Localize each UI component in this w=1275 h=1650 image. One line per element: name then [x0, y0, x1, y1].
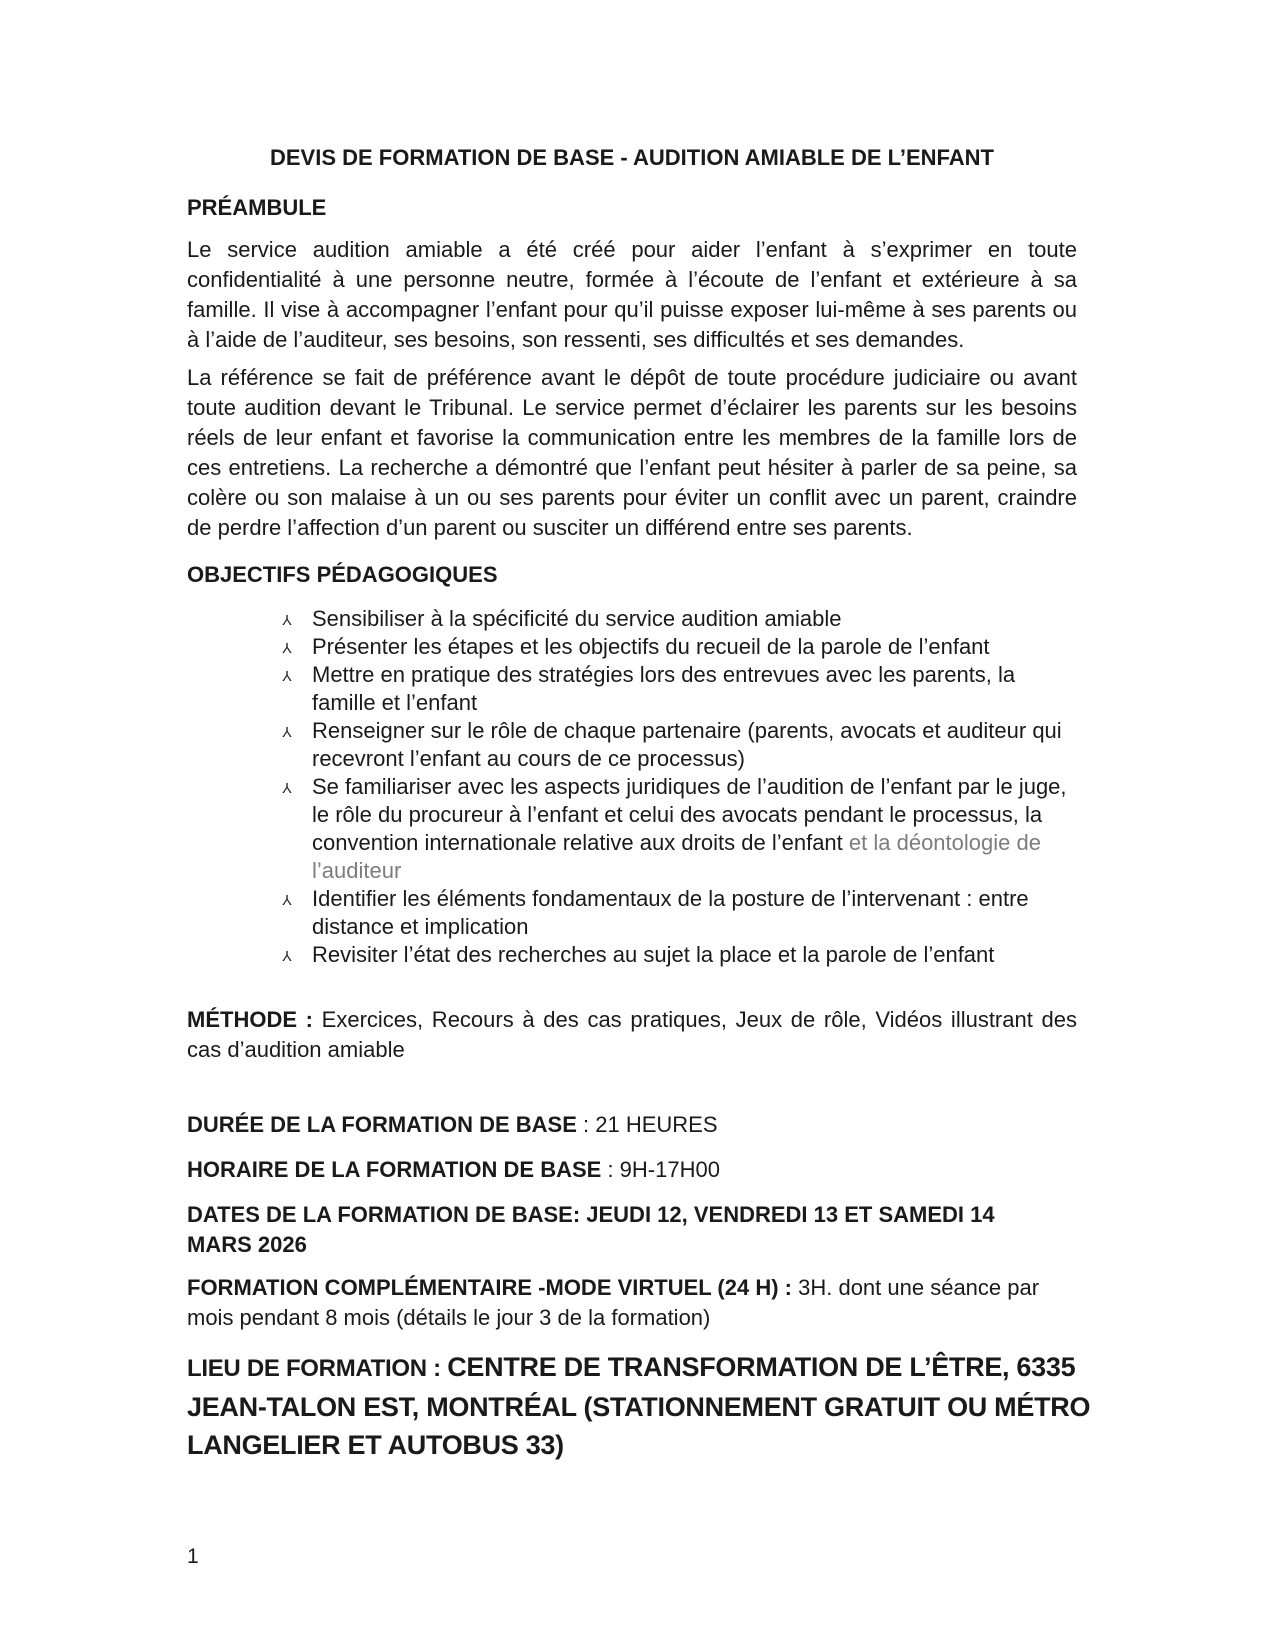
list-item — [187, 941, 1077, 969]
horaire-line — [187, 1155, 1077, 1185]
duree-value: : 21 HEURES — [576, 1112, 718, 1137]
objectifs-list — [187, 605, 1077, 969]
turned-y-bullet-icon: Y — [282, 611, 293, 628]
preambule-paragraph-1: Le service audition amiable a été créé pour aider l’enfant à s’exprimer en toute confidentialité à une personne neutre, formée à l’écoute de l’enfant et extérieure à sa famille. Il vise à accompagner l’enfant pour qu’il puisse exposer lui-même à ses parents ou à l’aide de l’auditeur, ses besoins, son ressenti, ses difficultés et ses demandes. — [187, 237, 1077, 352]
section-heading-preambule: PRÉAMBULE — [187, 195, 327, 220]
list-item-text: Se familiariser avec les aspects juridiques de l’audition de l’enfant par le juge, le rôle du procureur à l’enfant et celui des avocats pendant le processus, la convention internationale relative aux droits de l’enfant — [312, 774, 1067, 855]
list-item — [187, 773, 1077, 885]
horaire-label: HORAIRE DE LA FORMATION DE BASE — [187, 1157, 602, 1182]
formation-complementaire-label: FORMATION COMPLÉMENTAIRE -MODE VIRTUEL (24 H) : — [187, 1275, 792, 1300]
list-item-text: Présenter les étapes et les objectifs du recueil de la parole de l’enfant — [312, 634, 990, 659]
list-item-text: Identifier les éléments fondamentaux de la posture de l’intervenant : entre distance et implication — [312, 886, 1029, 939]
list-item-text: Revisiter l’état des recherches au sujet la place et la parole de l’enfant — [312, 942, 995, 967]
page-number: 1 — [187, 1545, 199, 1568]
lieu-line-2: JEAN-TALON EST, MONTRÉAL (STATIONNEMENT GRATUIT OU MÉTRO — [187, 1392, 1091, 1422]
formation-complementaire-text: 3H. dont une séance par mois pendant 8 mois (détails le jour 3 de la formation) — [187, 1275, 1040, 1330]
lieu-line-3: LANGELIER ET AUTOBUS 33) — [187, 1430, 564, 1460]
lieu-block — [187, 1348, 1091, 1464]
list-item-text: Renseigner sur le rôle de chaque partenaire (parents, avocats et auditeur qui recevront l’enfant au cours de ce processus) — [312, 718, 1062, 771]
lieu-line-1 — [187, 1348, 1077, 1388]
lieu-label: LIEU DE FORMATION : — [187, 1355, 448, 1382]
turned-y-bullet-icon: Y — [282, 947, 293, 964]
lieu-value-1: CENTRE DE TRANSFORMATION DE L’ÊTRE, 6335 — [447, 1352, 1076, 1382]
duree-label: DURÉE DE LA FORMATION DE BASE — [187, 1112, 577, 1137]
list-item — [187, 717, 1077, 773]
preambule-paragraph-2: La référence se fait de préférence avant le dépôt de toute procédure judiciaire ou avant toute audition devant le Tribunal. Le service permet d’éclairer les parents sur les besoins réels de leur enfant et favorise la communication entre les membres de la famille lors de ces entretiens. La recherche a démontré que l’enfant peut hésiter à parler de sa peine, sa colère ou son malaise à un ou ses parents pour éviter un conflit avec un parent, craindre de perdre l’affection d’un parent ou susciter un différend entre ses parents. — [187, 365, 1077, 540]
list-item — [187, 661, 1077, 717]
duree-line — [187, 1110, 1077, 1140]
methode-paragraph — [187, 1005, 1077, 1065]
dates-line-2: MARS 2026 — [187, 1232, 307, 1257]
list-item — [187, 885, 1077, 941]
turned-y-bullet-icon: Y — [282, 639, 293, 656]
turned-y-bullet-icon: Y — [282, 667, 293, 684]
list-item-text-muted: et la déontologie de l’auditeur — [312, 830, 1041, 883]
list-item-text: Sensibiliser à la spécificité du service audition amiable — [312, 606, 842, 631]
list-item-text: Mettre en pratique des stratégies lors des entrevues avec les parents, la famille et l’enfant — [312, 662, 1016, 715]
dates-line-1: DATES DE LA FORMATION DE BASE: JEUDI 12, VENDREDI 13 ET SAMEDI 14 — [187, 1202, 995, 1227]
section-heading-objectifs: OBJECTIFS PÉDAGOGIQUES — [187, 562, 498, 587]
document-title: DEVIS DE FORMATION DE BASE - AUDITION AMIABLE DE L’ENFANT — [270, 145, 994, 170]
methode-label: MÉTHODE : — [187, 1007, 313, 1032]
turned-y-bullet-icon: Y — [282, 723, 293, 740]
dates-paragraph — [187, 1200, 1077, 1260]
list-item — [187, 633, 1077, 661]
methode-text: Exercices, Recours à des cas pratiques, Jeux de rôle, Vidéos illustrant des cas d’audition amiable — [187, 1007, 1077, 1062]
formation-complementaire-paragraph — [187, 1273, 1077, 1333]
turned-y-bullet-icon: Y — [282, 779, 293, 796]
list-item — [187, 605, 1077, 633]
horaire-value: : 9H-17H00 — [601, 1157, 720, 1182]
turned-y-bullet-icon: Y — [282, 891, 293, 908]
